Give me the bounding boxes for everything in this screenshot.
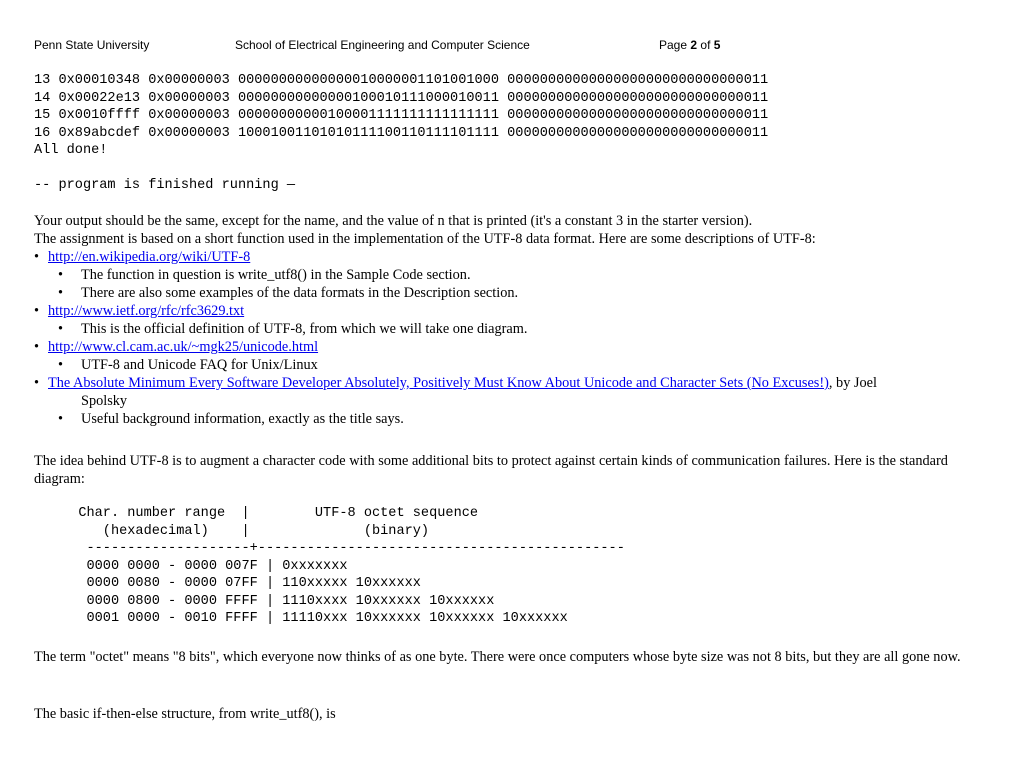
reference-sub-item: • The function in question is write_utf8() in the Sample Code section. [58,267,471,283]
reference-sub-item: • Useful background information, exactly as the title says. [58,411,404,427]
bullet-icon: • [34,303,40,319]
basic-structure-paragraph: The basic if-then-else structure, from write_utf8(), is [34,706,336,722]
intro-section [34,212,994,428]
reference-list-item [34,374,994,392]
intro-paragraph-1: Your output should be the same, except for the name, and the value of n that is printed (it's a constant 3 in the starter version). [34,213,753,229]
output-row: 13 0x00010348 0x00000003 00000000000000010000001101001000 00000000000000000000000000000011 [34,73,769,88]
unicode-faq-link[interactable]: http://www.cl.cam.ac.uk/~mgk25/unicode.html [48,339,319,355]
rfc3629-link[interactable]: http://www.ietf.org/rfc/rfc3629.txt [48,303,245,319]
intro-paragraph-2: The assignment is based on a short function used in the implementation of the UTF-8 data format. Here are some descriptions of UTF-8: [34,231,816,247]
diagram-line: --------------------+--------------------------------------------- [62,541,625,556]
diagram-line: 0001 0000 - 0010 FFFF | 11110xxx 10xxxxxx 10xxxxxx 10xxxxxx [62,611,568,626]
reference-list-item [34,248,994,266]
diagram-line: 0000 0080 - 0000 07FF | 110xxxxx 10xxxxxx [62,576,421,591]
article-author: , by Joel [828,375,877,391]
bullet-icon: • [58,321,64,337]
wikipedia-utf8-link[interactable]: http://en.wikipedia.org/wiki/UTF-8 [48,249,251,265]
absolute-minimum-article-link[interactable]: The Absolute Minimum Every Software Developer Absolutely, Positively Must Know About Unicode and Character Sets (No Excuses!) [48,375,829,391]
bullet-icon: • [34,339,40,355]
utf8-diagram [62,505,625,628]
program-output [34,72,768,160]
reference-list-item [34,338,994,356]
bullet-icon: • [58,267,64,283]
article-author-continued: Spolsky [81,393,128,409]
reference-sub-item: • This is the official definition of UTF-8, from which we will take one diagram. [58,321,528,337]
idea-paragraph: The idea behind UTF-8 is to augment a character code with some additional bits to protect against certain kinds of communication failures. Here is the standard diagram: [34,453,948,487]
octet-paragraph: The term "octet" means "8 bits", which everyone now thinks of as one byte. There were once computers whose byte size was not 8 bits, but they are all gone now. [34,649,961,665]
output-row: 16 0x89abcdef 0x00000003 10001001101010111100110111101111 00000000000000000000000000000011 [34,125,769,141]
header-page-number: Page 2 of 5 [659,38,721,52]
output-row: 14 0x00022e13 0x00000003 00000000000000100010111000010011 00000000000000000000000000000011 [34,90,769,106]
program-finished-line: -- program is finished running — [34,178,296,193]
diagram-line: 0000 0000 - 0000 007F | 0xxxxxxx [62,558,348,574]
diagram-line: Char. number range | UTF-8 octet sequence [62,506,479,521]
bullet-icon: • [34,375,40,391]
bullet-icon: • [58,357,64,373]
reference-sub-item: • There are also some examples of the data formats in the Description section. [58,285,519,301]
bullet-icon: • [34,249,40,265]
reference-list-item [34,302,994,320]
bullet-icon: • [58,411,64,427]
reference-sub-item: • UTF-8 and Unicode FAQ for Unix/Linux [58,357,318,373]
diagram-line: 0000 0800 - 0000 FFFF | 1110xxxx 10xxxxxx 10xxxxxx [62,593,495,609]
output-row: 15 0x0010ffff 0x00000003 00000000000100001111111111111111 00000000000000000000000000000011 [34,108,769,123]
output-done: All done! [34,143,108,158]
header-institution: Penn State University [34,38,150,52]
diagram-line: (hexadecimal) | (binary) [62,523,430,539]
header-school: School of Electrical Engineering and Computer Science [235,38,530,52]
bullet-icon: • [58,285,64,301]
